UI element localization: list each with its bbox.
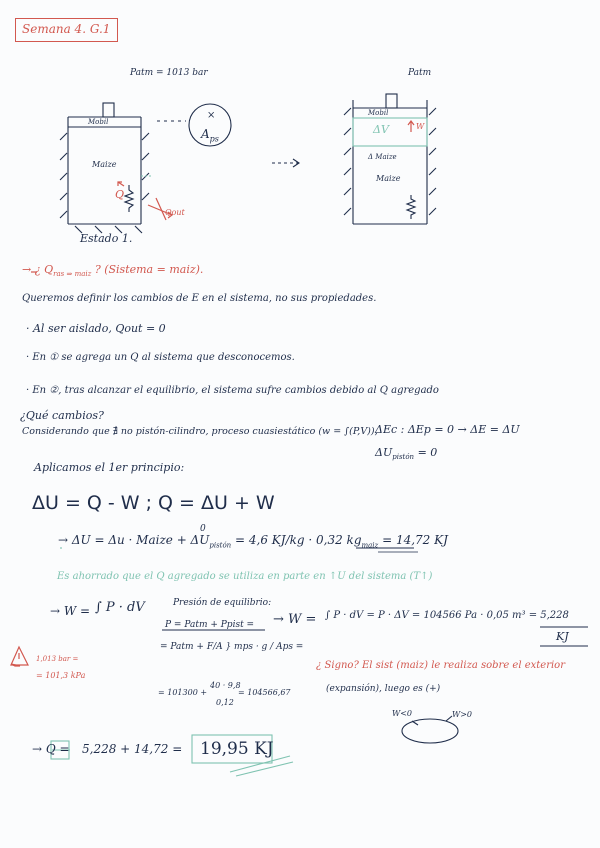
pressure-line-3: = 101300 + (158, 688, 208, 697)
line-4: · En ②, tras alcanzar el equilibrio, el sistema sufre cambios debido al Q agregado (26, 385, 439, 396)
maize-label-right: Maize (376, 174, 401, 183)
work-unit: KJ (556, 630, 569, 643)
line-1: Queremos definir los cambios de E en el sistema, no sus propiedades. (22, 293, 377, 304)
green-note: Es ahorrado que el Q agregado se utiliza en parte en ↑U del sistema (T↑) (57, 571, 433, 582)
maize-label-left: Maize (92, 160, 117, 169)
area-x-icon: × (207, 110, 216, 121)
line-5: ¿Qué cambios? (20, 409, 104, 422)
frac-denominator: 0,12 (216, 698, 234, 707)
qout-label: Qout (165, 208, 185, 217)
final-result: 19,95 KJ (200, 739, 274, 759)
mobil-label-left: Mobil (88, 118, 109, 126)
w-label-right: W (416, 122, 425, 131)
final-expression: 5,228 + 14,72 = (82, 742, 183, 756)
warning-line-1: 1,013 bar = (36, 655, 79, 663)
line-7: $\Delta U_{pistón} = 0$ (375, 446, 438, 462)
question-line: → ¿ $Q_{ras \Rightarrow maiz}$ ? (Sistema = maiz). (22, 263, 204, 279)
dv-label: ΔV (373, 123, 389, 136)
work-lead: → W = (50, 604, 91, 618)
frac-numerator: 40 · 9,8 (210, 681, 241, 690)
pressure-line-1: P = Patm + Ppist = (165, 620, 255, 630)
final-lead: → Q = (32, 742, 70, 756)
pressure-line-2: = Patm + F/A } mps · g / Aps = (160, 642, 304, 652)
estado-label: Estado 1. (80, 232, 133, 245)
pressure-title: Presión de equilibrio: (173, 598, 272, 608)
zero-mark: 0 (200, 524, 206, 534)
pressure-result: = 104566,67 (238, 688, 291, 697)
area-label: $A_{ps}$ (201, 127, 219, 144)
work-rhs-lead: → W = (273, 612, 317, 627)
mobil-label-right: Mobil (368, 109, 389, 117)
patm-label-right: Patm (408, 68, 432, 78)
line-6b: ΔEc : ΔEp = 0 → ΔE = ΔU (375, 423, 520, 436)
line-6: Considerando que ∄ no pistón-cilindro, proceso cuasiestático (w = ∫(P,V)), (22, 426, 378, 437)
work-rhs: ∫ P · dV = P · ΔV = 104566 Pa · 0,05 m³ = 5,228 (325, 610, 569, 621)
w-negative: W<0 (392, 709, 413, 718)
sign-line-1: ¿ Signo? El sist (maiz) le realiza sobre el exterior (316, 660, 565, 671)
work-integral: ∫ P · dV (95, 600, 145, 615)
dmaize-label: Δ Maize (368, 153, 397, 161)
patm-label-left: Patm = 1013 bar (130, 68, 208, 78)
q-label-left: Q (115, 188, 125, 201)
first-law-equation: ΔU = Q - W ; Q = ΔU + W (32, 492, 275, 514)
page-title: Semana 4. G.1 (22, 22, 111, 36)
w-positive: W>0 (452, 710, 473, 719)
line-2: · Al ser aislado, Qout = 0 (26, 322, 166, 335)
internal-energy-equation: → ΔU = Δu · Maize + $\Delta U_{pistón} = 4,6$ KJ/kg · 0,32 $kg_{maiz} = 14,72$ KJ (58, 533, 448, 550)
warning-line-2: = 101,3 kPa (36, 671, 86, 680)
line-8: Aplicamos el 1er principio: (34, 461, 185, 474)
line-3: · En ① se agrega un Q al sistema que desconocemos. (26, 352, 295, 363)
sign-line-2: (expansión), luego es (+) (326, 684, 441, 694)
